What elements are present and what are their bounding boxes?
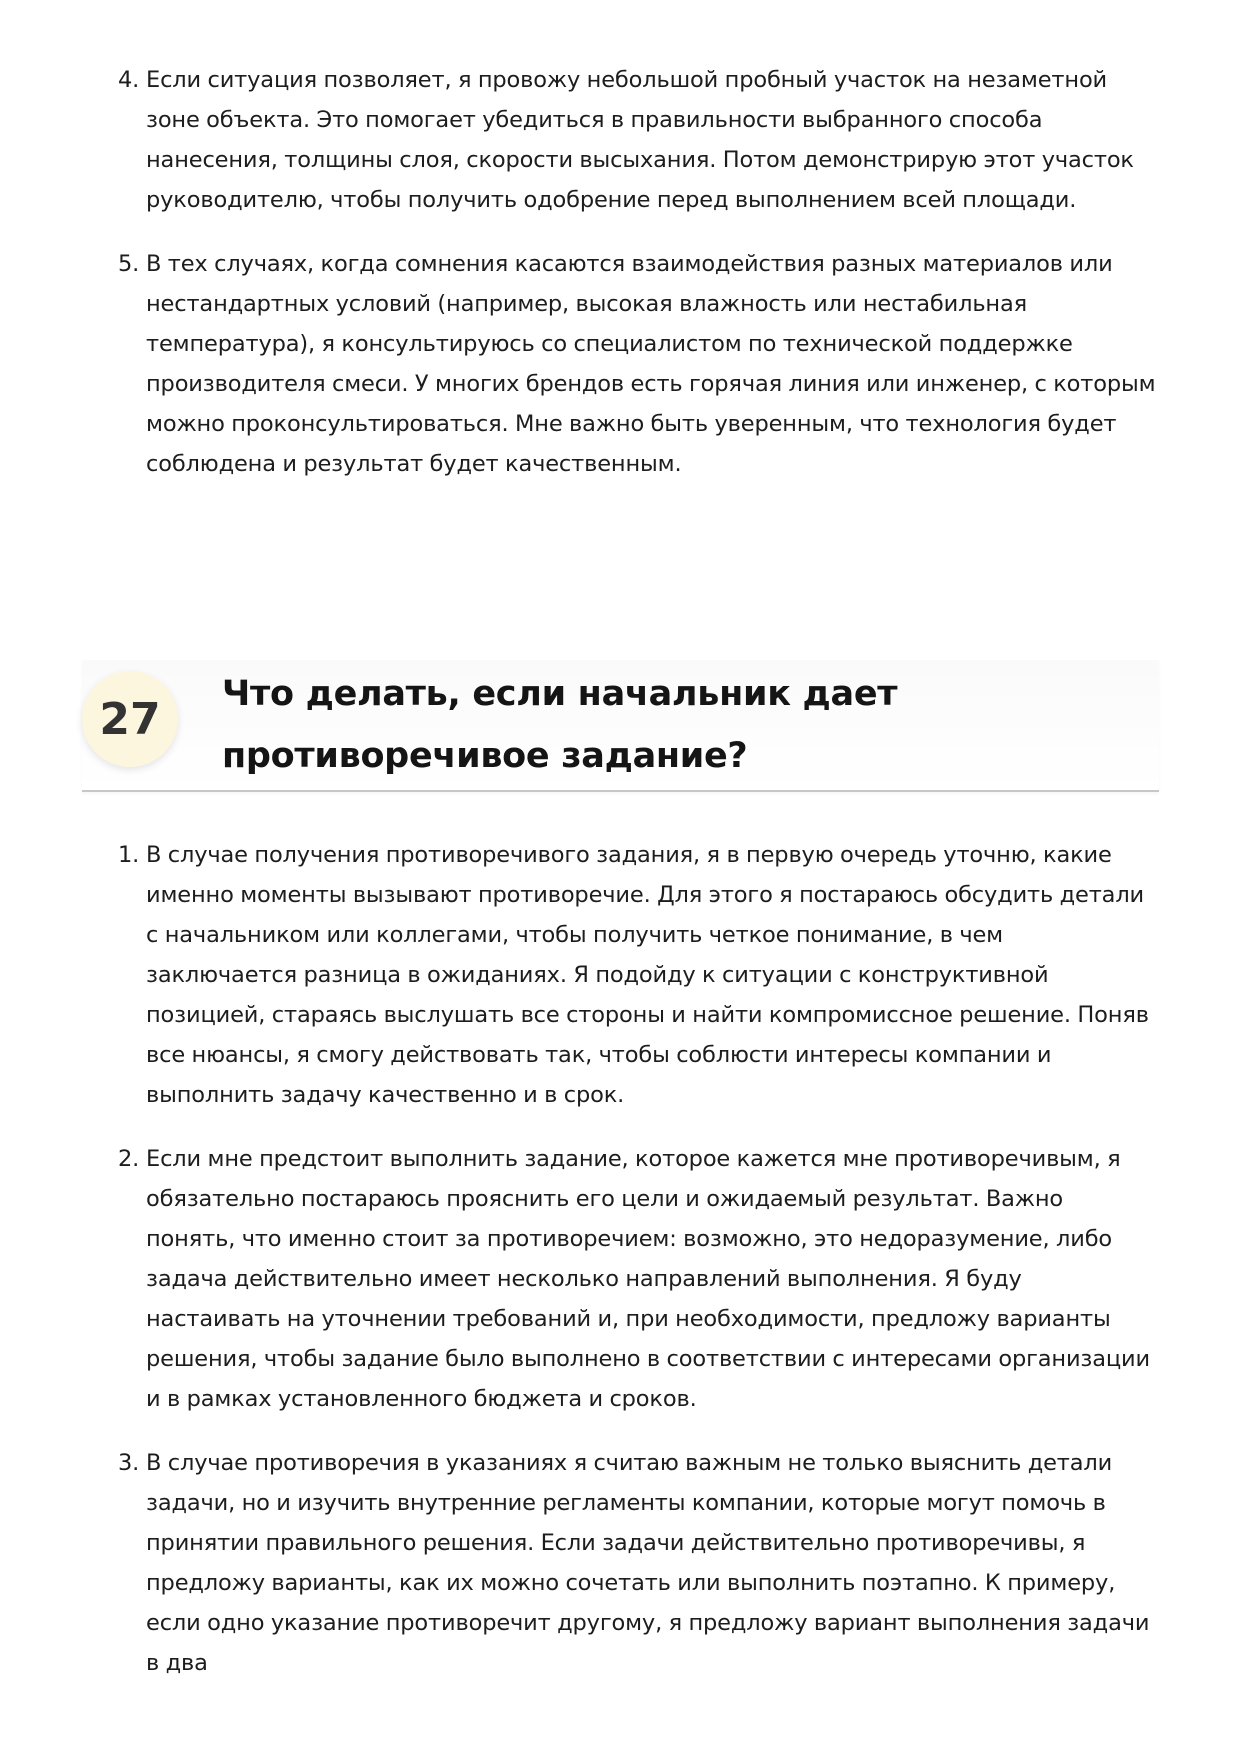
list-item (118, 60, 1158, 220)
list-item-text: В тех случаях, когда сомнения касаются взаимодействия разных материалов или нестандартных условий (например, высокая влажность или нестабильная температура), я консультируюсь со специалистом по технической поддержке производителя смеси. У многих брендов есть горячая линия или инженер, с которым можно проконсультироваться. Мне важно быть уверенным, что технология будет соблюдена и результат будет качественным. (146, 251, 1156, 477)
list-item (118, 835, 1158, 1115)
question-number-badge: 27 (82, 671, 178, 767)
list-item (118, 1139, 1158, 1419)
list-item-text: Если ситуация позволяет, я провожу небольшой пробный участок на незаметной зоне объекта. Это помогает убедиться в правильности выбранного способа нанесения, толщины слоя, скорости высыхания. Потом демонстрирую этот участок руководителю, чтобы получить одобрение перед выполнением всей площади. (146, 67, 1134, 213)
list-item-number: 3. (118, 1450, 140, 1476)
list-item (118, 244, 1158, 484)
list-item-number: 1. (118, 842, 140, 868)
list-item-text: В случае противоречия в указаниях я считаю важным не только выяснить детали задачи, но и изучить внутренние регламенты компании, которые могут помочь в принятии правильного решения. Если задачи действительно противоречивы, я предложу варианты, как их можно сочетать или выполнить поэтапно. К примеру, если одно указание противоречит другому, я предложу вариант выполнения задачи в два (146, 1450, 1150, 1676)
list-item-text: В случае получения противоречивого задания, я в первую очередь уточню, какие именно моменты вызывают противоречие. Для этого я постараюсь обсудить детали с начальником или коллегами, чтобы получить четкое понимание, в чем заключается разница в ожиданиях. Я подойду к ситуации с конструктивной позицией, стараясь выслушать все стороны и найти компромиссное решение. Поняв все нюансы, я смогу действовать так, чтобы соблюсти интересы компании и выполнить задачу качественно и в срок. (146, 842, 1149, 1108)
list-item (118, 1443, 1158, 1683)
list-item-text: Если мне предстоит выполнить задание, которое кажется мне противоречивым, я обязательно постараюсь прояснить его цели и ожидаемый результат. Важно понять, что именно стоит за противоречием: возможно, это недоразумение, либо задача действительно имеет несколько направлений выполнения. Я буду настаивать на уточнении требований и, при необходимости, предложу варианты решения, чтобы задание было выполнено в соответствии с интересами организации и в рамках установленного бюджета и сроков. (146, 1146, 1150, 1412)
list-item-number: 4. (118, 67, 140, 93)
list-item-number: 5. (118, 251, 140, 277)
answer-list (118, 835, 1158, 1707)
question-title: Что делать, если начальник дает противоречивое задание? (222, 674, 898, 776)
list-item-number: 2. (118, 1146, 140, 1172)
previous-answer-list (118, 60, 1158, 508)
